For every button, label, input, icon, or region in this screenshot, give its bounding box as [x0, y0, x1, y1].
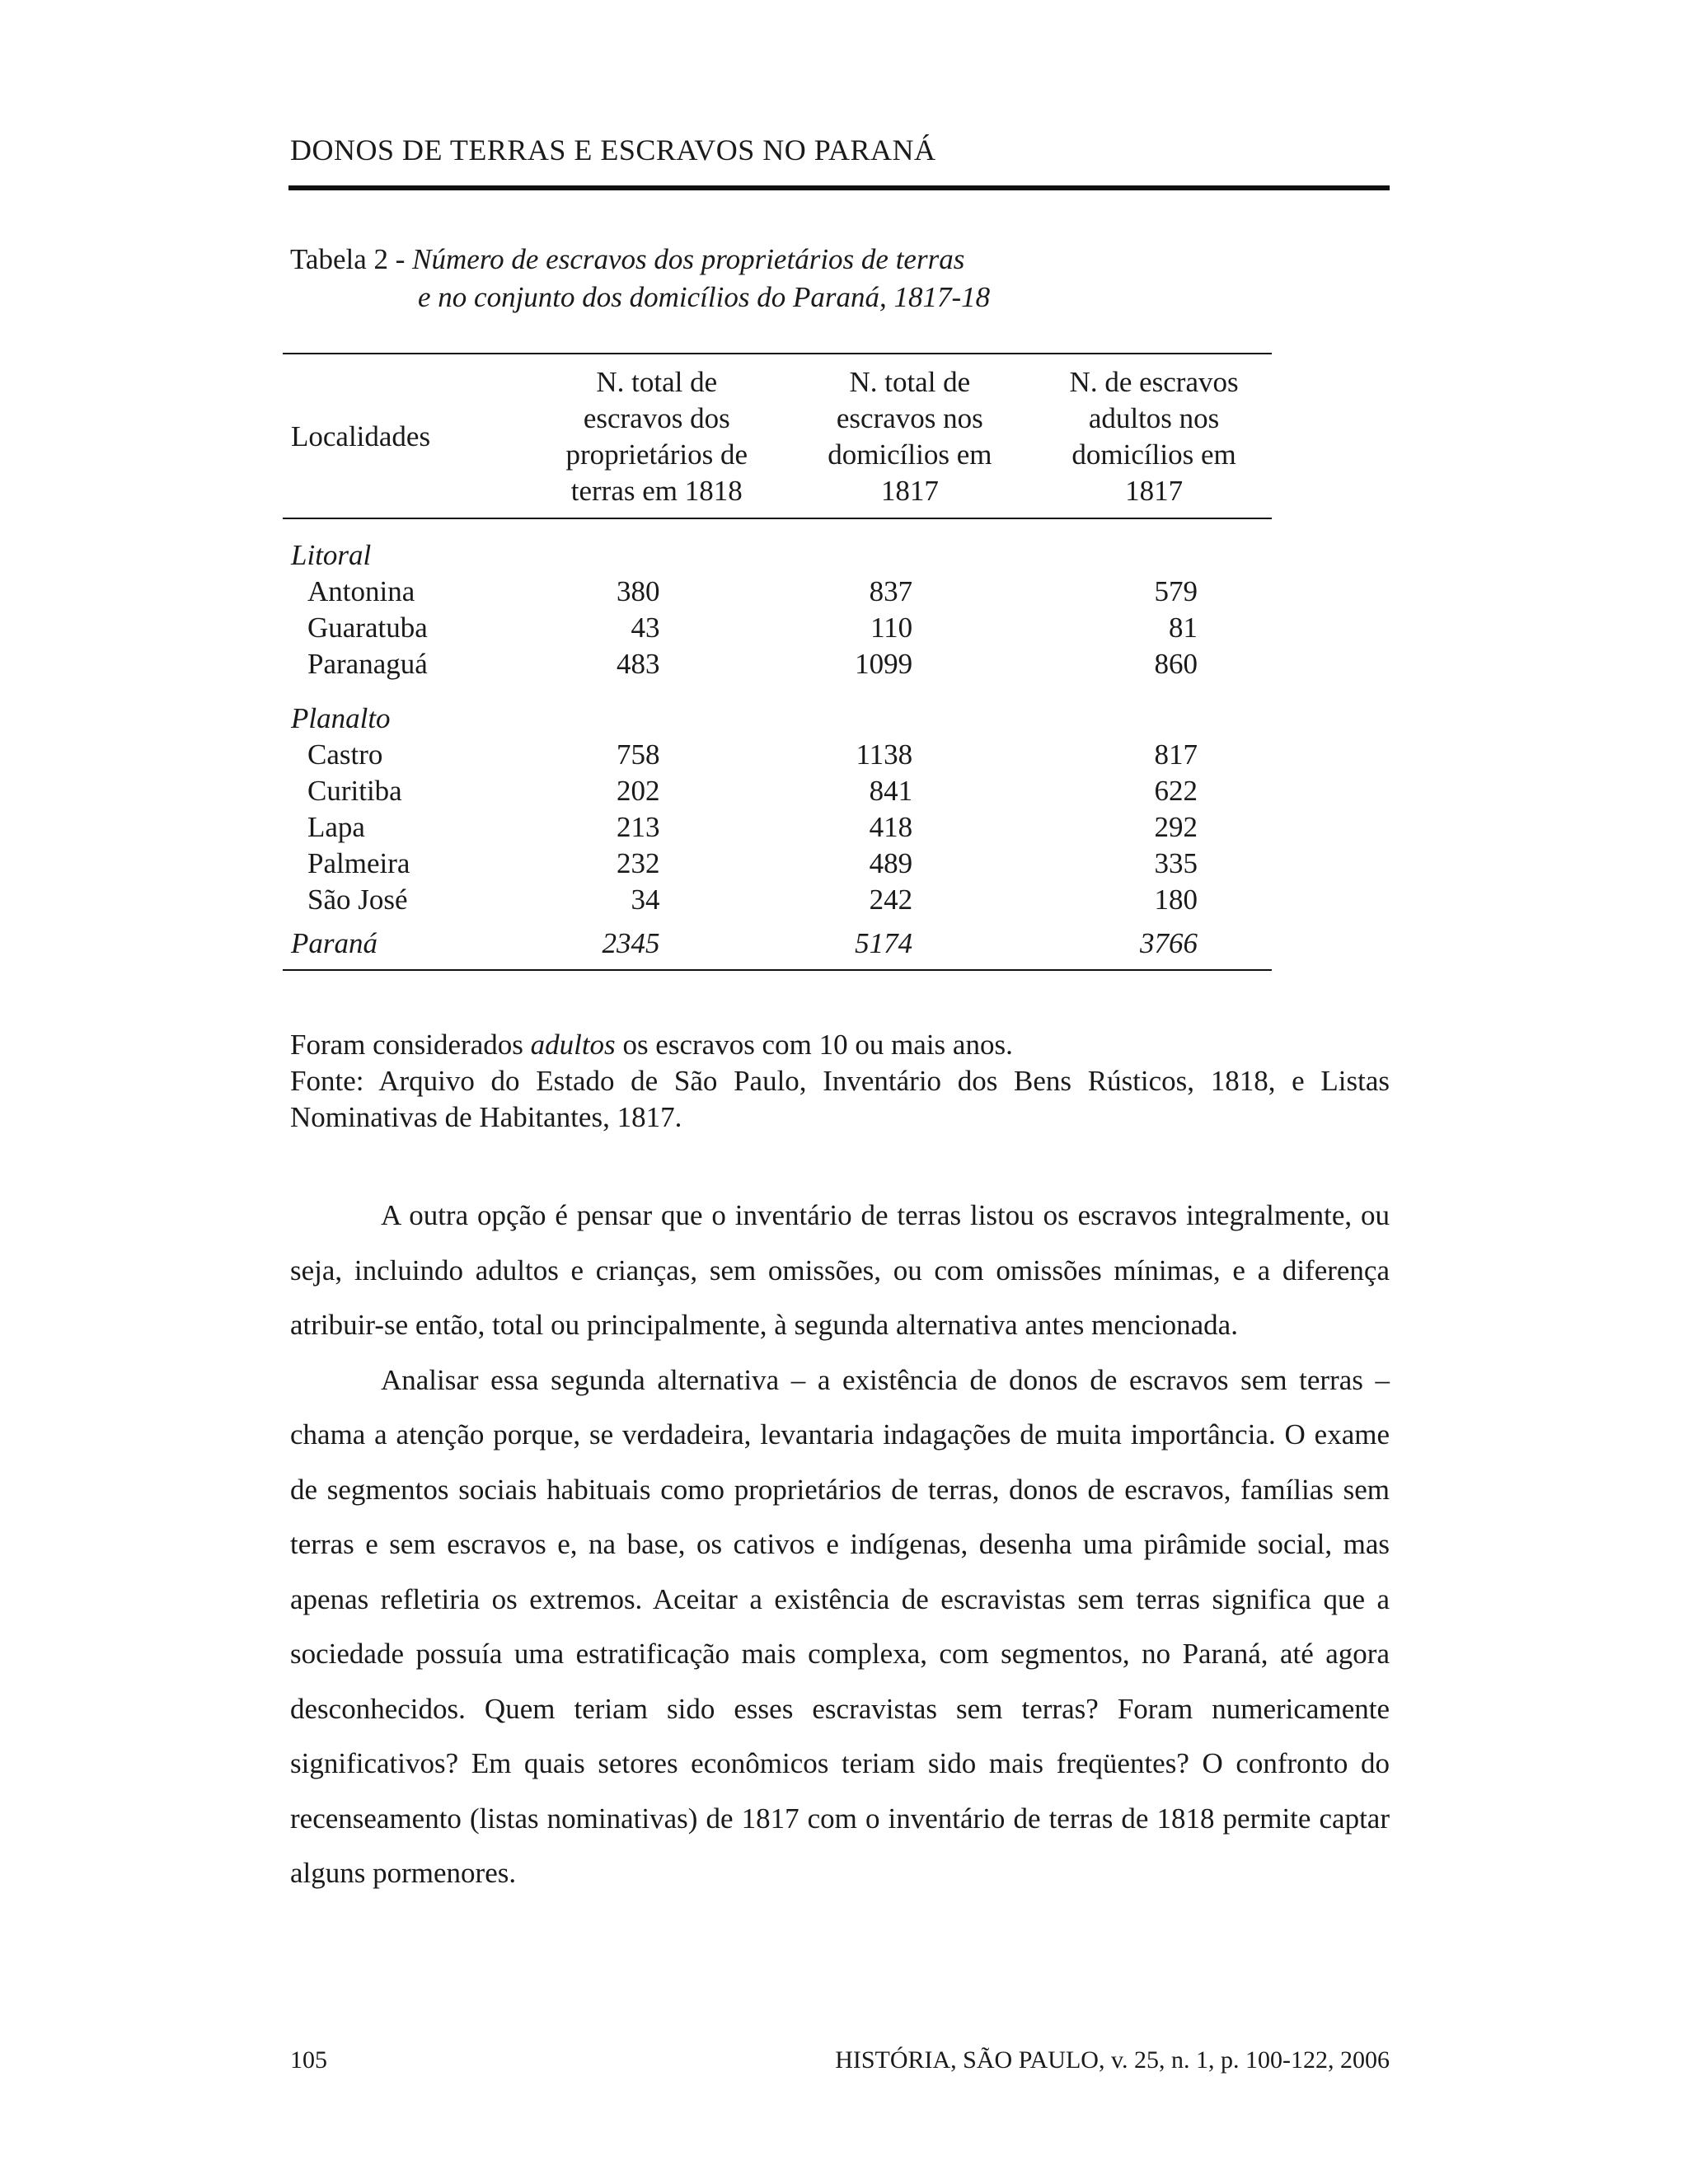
row-col1: 43: [631, 612, 660, 644]
header-col3-line: N. de escravos: [1069, 366, 1239, 398]
header-col2-line: 1817: [880, 475, 939, 507]
table-row: [283, 773, 1272, 809]
row-col1: 483: [617, 648, 660, 680]
header-col3-line: domicílios em: [1071, 438, 1236, 471]
header-col1-line: N. total de: [596, 366, 718, 398]
note-adults: [290, 1027, 1390, 1063]
table-row: [283, 610, 1272, 646]
row-col2: 110: [870, 612, 913, 644]
table-caption: [290, 241, 990, 316]
row-col1: 213: [617, 811, 660, 843]
row-col3: 622: [1154, 775, 1198, 807]
body-paragraph: Analisar essa segunda alternativa – a existência de donos de escravos sem terras – chama a atenção porque, se verdadeira, levantaria indagações de muita importância. O exame de segmentos sociais habituais como proprietários de terras, donos de escravos, famílias sem terras e sem escravos e, na base, os cativos e indígenas, desenha uma pirâmide social, mas apenas refletiria os extremos. Aceitar a existência de escravistas sem terras significa que a sociedade possuía uma estratificação mais complexa, com segmentos, no Paraná, até agora desconhecidos. Quem teriam sido esses escravistas sem terras? Foram numericamente significativos? Em quais setores econômicos teriam sido mais freqüentes? O confronto do recenseamento (listas nominativas) de 1817 com o inventário de terras de 1818 permite captar alguns pormenores.: [290, 1363, 1390, 1889]
table-row: [283, 846, 1272, 882]
total-name: Paraná: [283, 918, 530, 970]
table-notes: [290, 1027, 1390, 1136]
header-localidades: Localidades: [283, 354, 530, 518]
journal-citation: HISTÓRIA, SÃO PAULO, v. 25, n. 1, p. 100-122, 2006: [835, 2046, 1390, 2074]
table-row: [283, 737, 1272, 773]
row-name: Curitiba: [307, 775, 402, 807]
running-head: DONOS DE TERRAS E ESCRAVOS NO PARANÁ: [290, 134, 936, 166]
body-paragraph: A outra opção é pensar que o inventário de terras listou os escravos integralmente, ou seja, incluindo adultos e crianças, sem omissões, ou com omissões mínimas, e a diferença atribuir-se então, total ou principalmente, à segunda alternativa antes mencionada.: [290, 1199, 1390, 1341]
row-col2: 1099: [855, 648, 913, 680]
header-col2-line: N. total de: [849, 366, 971, 398]
row-name: Guaratuba: [307, 612, 428, 644]
row-name: Antonina: [307, 575, 415, 607]
region-row-planalto: [283, 682, 1272, 737]
note-source: Fonte: Arquivo do Estado de São Paulo, Inventário dos Bens Rústicos, 1818, e Listas Nominativas de Habitantes, 1817.: [290, 1065, 1390, 1133]
row-col3: 335: [1154, 847, 1198, 879]
table-row: [283, 809, 1272, 846]
region-label: Litoral: [291, 539, 372, 571]
note-text: Foram considerados: [290, 1029, 531, 1061]
header-col2-line: domicílios em: [828, 438, 992, 471]
row-name: Castro: [307, 738, 383, 771]
table-row: [283, 574, 1272, 610]
row-col2: 1138: [856, 738, 913, 771]
header-col3-line: adultos nos: [1088, 402, 1220, 434]
row-col1: 34: [631, 883, 660, 916]
caption-label: Tabela 2 -: [290, 243, 413, 275]
caption-title-line2: e no conjunto dos domicílios do Paraná, 1817-18: [418, 281, 991, 313]
header-rule: [288, 185, 1390, 190]
row-col1: 758: [617, 738, 660, 771]
row-col3: 817: [1154, 738, 1198, 771]
header-col3-line: 1817: [1125, 475, 1184, 507]
header-col1-line: proprietários de: [565, 438, 748, 471]
row-col3: 292: [1154, 811, 1198, 843]
row-col3: 579: [1154, 575, 1198, 607]
row-col3: 860: [1154, 648, 1198, 680]
note-italic: adultos: [530, 1029, 616, 1061]
table-row: [283, 882, 1272, 918]
header-col1-line: terras em 1818: [570, 475, 743, 507]
table-header-row: [283, 354, 1272, 518]
row-col2: 418: [869, 811, 913, 843]
row-name: São José: [307, 883, 408, 916]
region-row-litoral: [283, 518, 1272, 574]
body-text: [290, 1188, 1390, 1901]
row-name: Palmeira: [307, 847, 410, 879]
note-text: os escravos com 10 ou mais anos.: [615, 1029, 1013, 1061]
row-col1: 202: [617, 775, 660, 807]
region-label: Planalto: [291, 702, 391, 734]
row-name: Paranaguá: [307, 648, 428, 680]
row-col3: 81: [1169, 612, 1198, 644]
row-name: Lapa: [307, 811, 365, 843]
total-col3: 3766: [1036, 918, 1272, 970]
row-col1: 232: [617, 847, 660, 879]
table-row: [283, 646, 1272, 682]
total-col1: 2345: [530, 918, 784, 970]
page-number: 105: [290, 2046, 327, 2074]
data-table: [283, 353, 1272, 971]
row-col2: 489: [869, 847, 913, 879]
header-col2: [784, 354, 1037, 518]
row-col2: 841: [869, 775, 913, 807]
header-col1-line: escravos dos: [583, 402, 730, 434]
header-col3: [1036, 354, 1272, 518]
total-col2: 5174: [784, 918, 1037, 970]
table-total-row: [283, 918, 1272, 970]
header-col1: [530, 354, 784, 518]
row-col1: 380: [617, 575, 660, 607]
row-col2: 837: [869, 575, 913, 607]
caption-title-line1: Número de escravos dos proprietários de terras: [412, 243, 965, 275]
row-col3: 180: [1154, 883, 1198, 916]
row-col2: 242: [869, 883, 913, 916]
header-col2-line: escravos nos: [836, 402, 983, 434]
